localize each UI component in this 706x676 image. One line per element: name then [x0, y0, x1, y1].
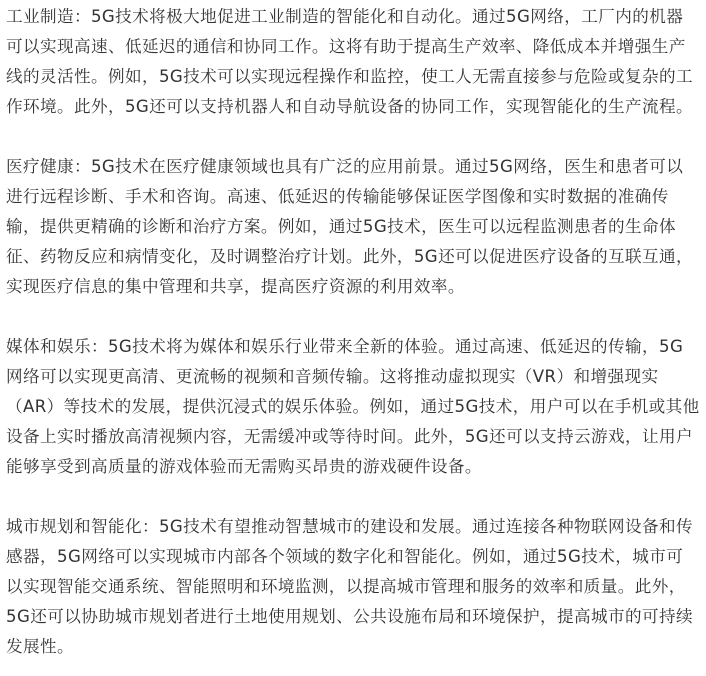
- paragraph-healthcare: 医疗健康：5G技术在医疗健康领域也具有广泛的应用前景。通过5G网络，医生和患者可以进行远程诊断、手术和咨询。高速、低延迟的传输能够保证医学图像和实时数据的准确传输，提供更精确的诊断和治疗方案。例如，通过5G技术，医生可以远程监测患者的生命体征、药物反应和病情变化，及时调整治疗计划。此外，5G还可以促进医疗设备的互联互通，实现医疗信息的集中管理和共享，提高医疗资源的利用效率。: [6, 157, 693, 296]
- paragraph-industrial-manufacturing: 工业制造：5G技术将极大地促进工业制造的智能化和自动化。通过5G网络，工厂内的机器可以实现高速、低延迟的通信和协同工作。这将有助于提高生产效率、降低成本并增强生产线的灵活性。例如，5G技术可以实现远程操作和监控，使工人无需直接参与危险或复杂的工作环境。此外，5G还可以支持机器人和自动导航设备的协同工作，实现智能化的生产流程。: [6, 7, 693, 116]
- article-body: [6, 0, 700, 662]
- paragraph-media-entertainment: 媒体和娱乐：5G技术将为媒体和娱乐行业带来全新的体验。通过高速、低延迟的传输，5G网络可以实现更高清、更流畅的视频和音频传输。这将推动虚拟现实（VR）和增强现实（AR）等技术的发展，提供沉浸式的娱乐体验。例如，通过5G技术，用户可以在手机或其他设备上实时播放高清视频内容，无需缓冲或等待时间。此外，5G还可以支持云游戏，让用户能够享受到高质量的游戏体验而无需购买昂贵的游戏硬件设备。: [6, 337, 700, 476]
- paragraph-smart-city: 城市规划和智能化：5G技术有望推动智慧城市的建设和发展。通过连接各种物联网设备和传感器，5G网络可以实现城市内部各个领域的数字化和智能化。例如，通过5G技术，城市可以实现智能交通系统、智能照明和环境监测，以提高城市管理和服务的效率和质量。此外，5G还可以协助城市规划者进行土地使用规划、公共设施布局和环境保护，提高城市的可持续发展性。: [6, 517, 693, 656]
